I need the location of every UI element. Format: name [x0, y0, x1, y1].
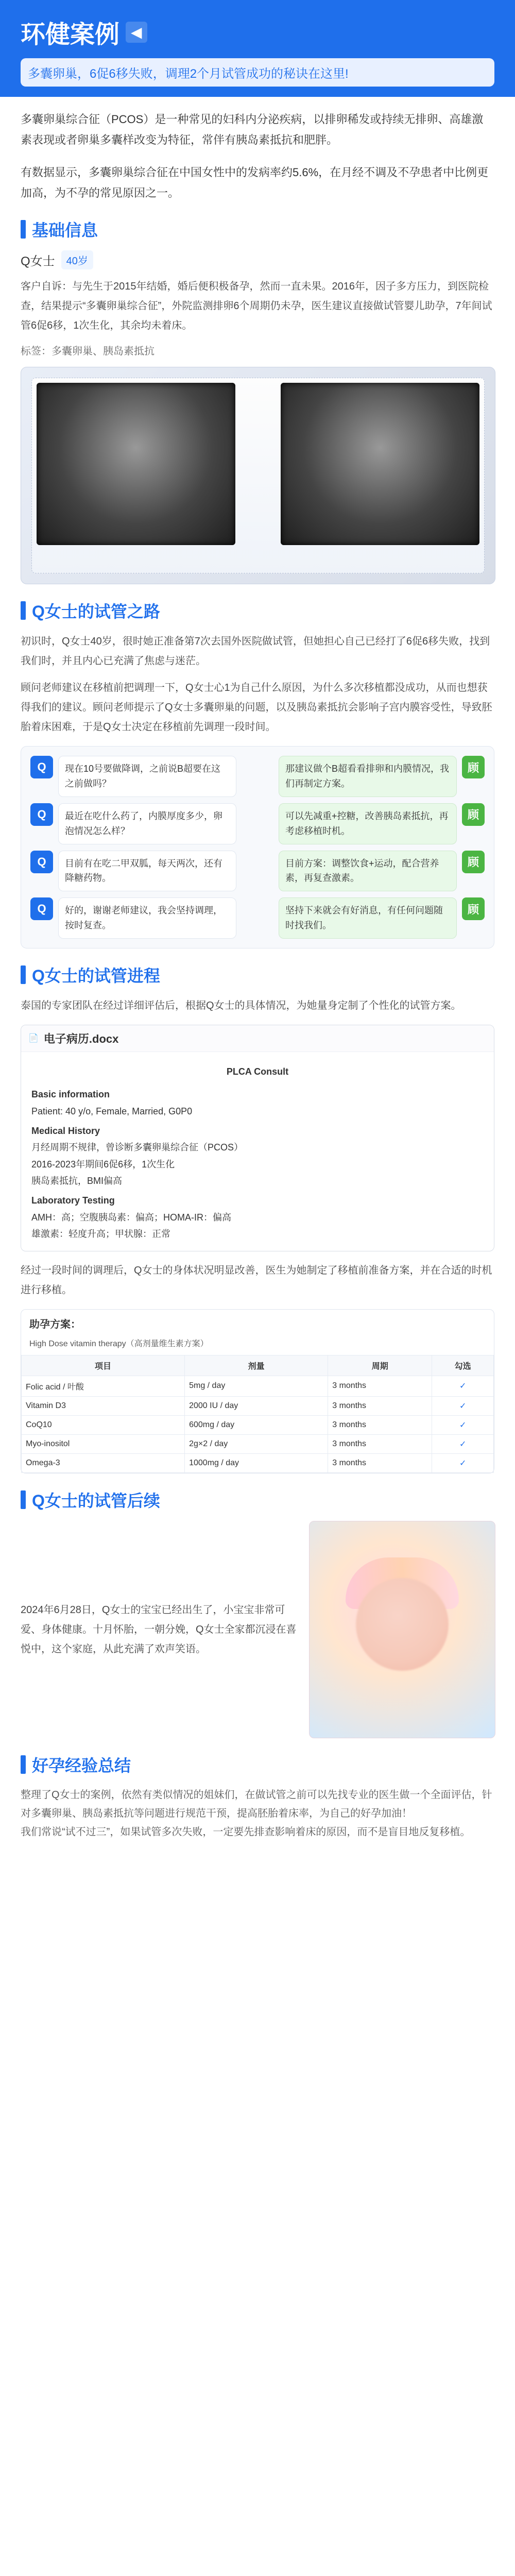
section-bar-icon [21, 1490, 26, 1509]
avatar: Q [30, 897, 53, 920]
check-icon: ✓ [432, 1396, 494, 1415]
section-summary-header [21, 1753, 494, 1776]
section-follow-header [21, 1488, 494, 1512]
lab-label: Laboratory Testing [31, 1195, 115, 1206]
chat-message-right-3 [262, 851, 485, 892]
table-row [22, 1434, 494, 1453]
chat-message-left-1 [30, 756, 253, 797]
section-bar-icon [21, 601, 26, 620]
profile-row [21, 250, 494, 269]
section-process-title: Q女士的试管进程 [32, 966, 160, 985]
section-summary-title: 好孕经验总结 [32, 1756, 131, 1775]
journey-paragraph-1: 初识时，Q女士40岁，很时她正准备第7次去国外医院做试管，但她担心自己已经打了6促6移失败，找到我们时，并且内心已充满了焦虑与迷茫。 [21, 636, 490, 667]
section-summary [0, 1753, 515, 1841]
cell-dose: 600mg / day [185, 1415, 328, 1434]
patient-line: Patient: 40 y/o, Female, Married, G0P0 [31, 1106, 193, 1116]
section-basic-header [21, 217, 494, 241]
chat-screenshot [21, 746, 494, 948]
chat-bubble: 那建议做个B超看看排卵和内膜情况，我们再制定方案。 [279, 756, 457, 797]
plan-th-item: 项目 [22, 1355, 185, 1376]
chat-message-left-3 [30, 851, 253, 892]
cell-item: Omega-3 [22, 1453, 185, 1472]
brand-title-text: 环健案例 [21, 21, 120, 48]
avatar: 顾 [462, 897, 485, 920]
chat-bubble: 最近在吃什么药了，内膜厚度多少，卵泡情况怎么样？ [58, 803, 236, 844]
brand-subtitle: 多囊卵巢，6促6移失败，调理2个月试管成功的秘诀在这里! [21, 58, 494, 87]
intro [0, 109, 515, 203]
chat-bubble: 坚持下来就会有好消息，有任何问题随时找我们。 [279, 897, 457, 939]
avatar: Q [30, 851, 53, 873]
section-journey [0, 599, 515, 948]
baby-face [356, 1578, 449, 1671]
cell-item: Vitamin D3 [22, 1396, 185, 1415]
basic-info-label: Basic information [31, 1089, 110, 1100]
chat-grid [30, 756, 485, 938]
section-follow-title: Q女士的试管后续 [32, 1491, 160, 1510]
chat-bubble: 目前方案：调整饮食+运动，配合营养素，再复查激素。 [279, 851, 457, 892]
journey-paragraph-2: 顾问老师建议在移植前把调理一下，Q女士心1为自己什么原因，为什么多次移植都没成功，从而也想获得我们的建议。顾问老师提示了Q女士多囊卵巢的问题，以及胰岛素抵抗会影响子宫内膜容受性，导致胚胎着床困难，于是Q女士决定在移植前先调理一段时间。 [21, 682, 492, 733]
medical-history-3: 胰岛素抵抗，BMI偏高 [31, 1176, 123, 1187]
ultrasound-image-right [281, 383, 479, 545]
doc-head [21, 1025, 494, 1052]
section-bar-icon [21, 220, 26, 239]
brand-title [21, 14, 147, 50]
cell-cycle: 3 months [328, 1453, 432, 1472]
cell-dose: 2g×2 / day [185, 1434, 328, 1453]
intro-paragraph-2: 有数据显示，多囊卵巢综合征在中国女性中的发病率约5.6%，在月经不调及不孕患者中比例更加高，为不孕的常见原因之一。 [21, 166, 489, 199]
check-icon: ✓ [432, 1415, 494, 1434]
chat-bubble: 目前有在吃二甲双胍，每天两次，还有降糖药物。 [58, 851, 236, 892]
plan-subtitle: High Dose vitamin therapy（高剂量维生素方案） [29, 1339, 209, 1348]
emr-document [21, 1025, 494, 1251]
summary-paragraph-2: 我们常说“试不过三”，如果试管多次失败，一定要先排查影响着床的原因，而不是盲目地反复移植。 [21, 1826, 471, 1838]
doc-body [21, 1052, 494, 1251]
section-follow [0, 1488, 515, 1738]
plan-header: PLCA Consult [226, 1066, 289, 1077]
plan-table-head-row [22, 1355, 494, 1376]
brand-bar [0, 0, 515, 97]
chat-message-right-1 [262, 756, 485, 797]
avatar: Q [30, 756, 53, 778]
ultrasound-photo [21, 367, 495, 584]
baby-card [21, 1521, 494, 1738]
section-process [0, 963, 515, 1473]
section-journey-title: Q女士的试管之路 [32, 602, 160, 621]
profile-tags: 标签：多囊卵巢、胰岛素抵抗 [21, 346, 154, 358]
plan-card [21, 1309, 494, 1473]
check-icon: ✓ [432, 1434, 494, 1453]
table-row [22, 1415, 494, 1434]
plan-table [21, 1355, 494, 1473]
follow-paragraph: 2024年6月28日，Q女士的宝宝已经出生了，小宝宝非常可爱、身体健康。十月怀胎，一朝分娩，Q女士全家都沉浸在喜悦中，这个家庭，从此充满了欢声笑语。 [21, 1604, 297, 1655]
process-paragraph-1: 泰国的专家团队在经过详细评估后，根据Q女士的具体情况，为她量身定制了个性化的试管方案。 [21, 999, 461, 1011]
avatar: 顾 [462, 756, 485, 778]
plan-title: 助孕方案： [29, 1318, 81, 1330]
chat-left-column [30, 756, 253, 938]
summary-paragraph-1: 整理了Q女士的案例，依然有类似情况的姐妹们，在做试管之前可以先找专业的医生做一个全面评估，针对多囊卵巢、胰岛素抵抗等问题进行规范干预，提高胚胎着床率，为自己的好孕加油！ [21, 1789, 492, 1819]
file-icon: 📄 [28, 1034, 39, 1043]
profile-age: 40岁 [61, 250, 93, 269]
intro-paragraph-1: 多囊卵巢综合征（PCOS）是一种常见的妇科内分泌疾病，以排卵稀发或持续无排卵、高雄激素表现或者卵巢多囊样改变为特征，常伴有胰岛素抵抗和肥胖。 [21, 113, 484, 146]
baby-photo [309, 1521, 495, 1738]
ribbon-icon: ◀ [126, 22, 147, 43]
cell-cycle: 3 months [328, 1434, 432, 1453]
plan-th-check: 勾选 [432, 1355, 494, 1376]
cell-dose: 2000 IU / day [185, 1396, 328, 1415]
section-bar-icon [21, 965, 26, 984]
table-row [22, 1376, 494, 1396]
chat-message-right-4 [262, 897, 485, 939]
chat-message-right-2 [262, 803, 485, 844]
chat-message-left-4 [30, 897, 253, 939]
chat-bubble: 可以先减重+控糖，改善胰岛素抵抗，再考虑移植时机。 [279, 803, 457, 844]
section-bar-icon [21, 1755, 26, 1774]
medical-history-2: 2016-2023年期间6促6移，1次生化 [31, 1159, 175, 1170]
lab-line-2: 雄激素：轻度升高；甲状腺：正常 [31, 1229, 170, 1240]
check-icon: ✓ [432, 1453, 494, 1472]
cell-cycle: 3 months [328, 1396, 432, 1415]
table-row [22, 1396, 494, 1415]
plan-th-dose: 剂量 [185, 1355, 328, 1376]
ultrasound-image-left [37, 383, 235, 545]
cell-item: Folic acid / 叶酸 [22, 1376, 185, 1396]
cell-cycle: 3 months [328, 1415, 432, 1434]
cell-item: Myo-inositol [22, 1434, 185, 1453]
chat-right-column [262, 756, 485, 938]
avatar: 顾 [462, 803, 485, 826]
cell-item: CoQ10 [22, 1415, 185, 1434]
doc-title: 电子病历.docx [43, 1032, 119, 1045]
table-row [22, 1453, 494, 1472]
cell-dose: 5mg / day [185, 1376, 328, 1396]
chat-bubble: 好的，谢谢老师建议，我会坚持调理，按时复查。 [58, 897, 236, 939]
avatar: 顾 [462, 851, 485, 873]
cell-cycle: 3 months [328, 1376, 432, 1396]
profile-name: Q女士 [21, 255, 55, 269]
medical-history-1: 月经周期不规律，曾诊断多囊卵巢综合征（PCOS） [31, 1142, 244, 1153]
section-journey-header [21, 599, 494, 622]
chat-bubble: 现在10号要做降调，之前说B超要在这之前做吗？ [58, 756, 236, 797]
section-basic-title: 基础信息 [32, 221, 98, 240]
profile-description: 客户自诉：与先生于2015年结婚，婚后便积极备孕，然而一直未果。2016年，因子多方压力，到医院检查，结果提示“多囊卵巢综合征”，外院监测排卵6个周期仍未孕，医生建议直接做试管婴儿助孕，7年间试管6促6移，1次生化，其余均未着床。 [21, 281, 492, 332]
avatar: Q [30, 803, 53, 826]
lab-line-1: AMH：高；空腹胰岛素：偏高；HOMA-IR：偏高 [31, 1212, 231, 1223]
plan-th-cycle: 周期 [328, 1355, 432, 1376]
section-process-header [21, 963, 494, 987]
cell-dose: 1000mg / day [185, 1453, 328, 1472]
medical-history-label: Medical History [31, 1125, 100, 1136]
check-icon: ✓ [432, 1376, 494, 1396]
chat-message-left-2 [30, 803, 253, 844]
process-paragraph-2: 经过一段时间的调理后，Q女士的身体状况明显改善，医生为她制定了移植前准备方案，并在合适的时机进行移植。 [21, 1264, 492, 1296]
section-basic [0, 217, 515, 584]
